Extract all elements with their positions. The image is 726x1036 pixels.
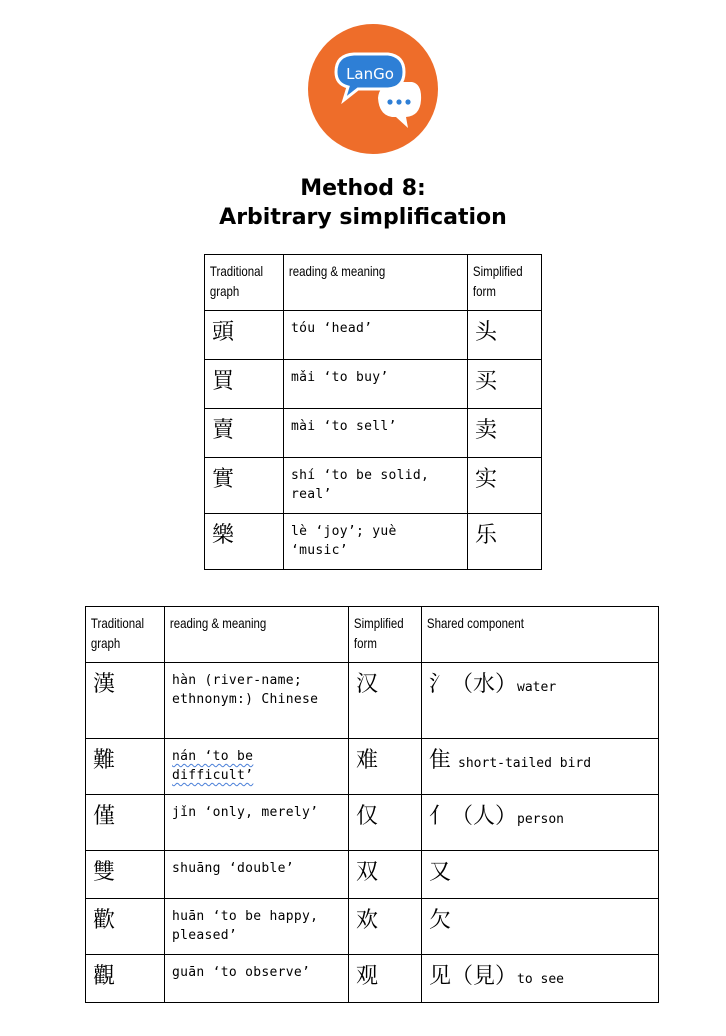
reading-meaning: guān ‘to observe’ [165, 955, 349, 1003]
header-cell: reading & meaning [284, 255, 468, 311]
reading-meaning: hàn (river-name; ethnonym:) Chinese [165, 663, 349, 739]
page-title-line1: Method 8: [300, 176, 426, 201]
simplified-char: 欢 [349, 899, 422, 955]
table-row [205, 514, 542, 570]
traditional-char: 觀 [86, 955, 165, 1003]
traditional-char: 雙 [86, 851, 165, 899]
simplification-table-2 [85, 606, 659, 1003]
reading-meaning: jǐn ‘only, merely’ [165, 795, 349, 851]
simplified-char: 双 [349, 851, 422, 899]
reading-meaning: mài ‘to sell’ [284, 409, 468, 458]
shared-component: 隹 short-tailed bird [422, 739, 659, 795]
table-row [86, 899, 659, 955]
simplified-char: 卖 [468, 409, 542, 458]
traditional-char: 漢 [86, 663, 165, 739]
page-title-line2: Arbitrary simplification [219, 205, 507, 230]
table-row [86, 955, 659, 1003]
simplified-char: 汉 [349, 663, 422, 739]
header-cell: Traditional graph [86, 607, 165, 663]
traditional-char: 僅 [86, 795, 165, 851]
traditional-char: 買 [205, 360, 284, 409]
header-cell: Traditional graph [205, 255, 284, 311]
table-row [205, 409, 542, 458]
header-cell: reading & meaning [165, 607, 349, 663]
traditional-char: 實 [205, 458, 284, 514]
shared-component: 亻（人）person [422, 795, 659, 851]
header-cell: Shared component [422, 607, 659, 663]
table-row [86, 663, 659, 739]
simplified-char: 乐 [468, 514, 542, 570]
shared-component: 见（見）to see [422, 955, 659, 1003]
traditional-char: 樂 [205, 514, 284, 570]
reading-meaning: shuāng ‘double’ [165, 851, 349, 899]
table-row [86, 851, 659, 899]
header-cell: Simplified form [468, 255, 542, 311]
reading-meaning: huān ‘to be happy, pleased’ [165, 899, 349, 955]
simplified-char: 头 [468, 311, 542, 360]
reading-meaning: shí ‘to be solid, real’ [284, 458, 468, 514]
simplified-char: 实 [468, 458, 542, 514]
reading-meaning: mǎi ‘to buy’ [284, 360, 468, 409]
lango-logo [308, 24, 438, 154]
simplified-char: 买 [468, 360, 542, 409]
shared-component: 又 [422, 851, 659, 899]
traditional-char: 難 [86, 739, 165, 795]
table-row [205, 360, 542, 409]
reading-meaning: tóu ‘head’ [284, 311, 468, 360]
table-row [86, 739, 659, 795]
shared-component: 氵（水）water [422, 663, 659, 739]
reading-meaning: lè ‘joy’; yuè ‘music’ [284, 514, 468, 570]
simplified-char: 仅 [349, 795, 422, 851]
table-row [86, 795, 659, 851]
simplified-char: 难 [349, 739, 422, 795]
simplification-table-1 [204, 254, 542, 570]
traditional-char: 賣 [205, 409, 284, 458]
header-cell: Simplified form [349, 607, 422, 663]
shared-component: 欠 [422, 899, 659, 955]
logo-text: LanGo [346, 65, 394, 83]
traditional-char: 頭 [205, 311, 284, 360]
simplified-char: 观 [349, 955, 422, 1003]
traditional-char: 歡 [86, 899, 165, 955]
table-row [205, 458, 542, 514]
reading-meaning: nán ‘to be difficult’ [165, 739, 349, 795]
table-row [205, 311, 542, 360]
